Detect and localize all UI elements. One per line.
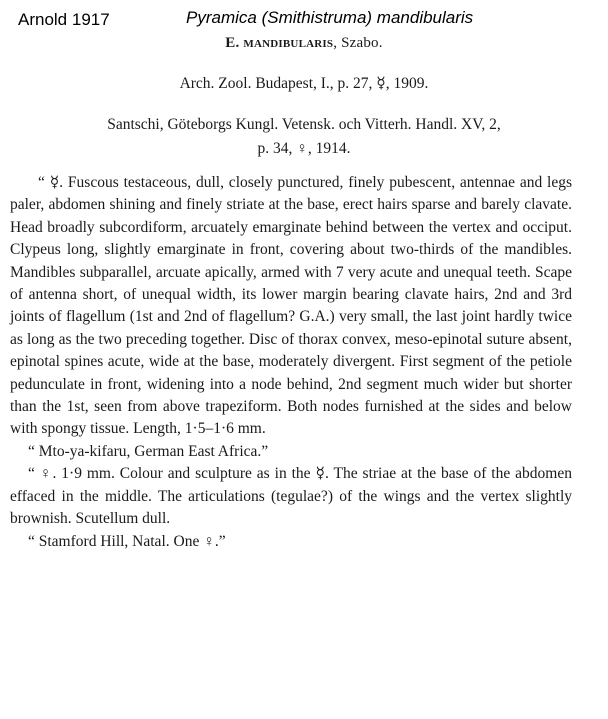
source-label: Arnold 1917 [18,10,110,29]
queen-locality: “ Stamford Hill, Natal. One ♀.” [28,532,226,550]
synonym-author: , Szabo. [333,35,383,51]
citation-santschi-line1: Santschi, Göteborgs Kungl. Vetensk. och Vitterh. Handl. XV, 2, [107,116,501,133]
synonym-line [0,35,608,52]
description-body [10,172,572,553]
citation-santschi-line2: p. 34, ♀, 1914. [257,140,351,157]
queen-description: “ ♀. 1·9 mm. Colour and sculpture as in the ☿. The striae at the base of the abdomen effaced in the middle. The articulations (tegulae?) of the wings and the vertex slightly brownish. Scutellum dull. [10,465,572,528]
worker-locality: “ Mto-ya-kifaru, German East Africa.” [28,442,269,460]
worker-description: “ ☿. Fuscous testaceous, dull, closely punctured, finely pubescent, antennae and legs paler, abdomen shining and finely striate at the base, erect hairs sparse and barely clavate. Head broadly subcordiform, arcuately emarginate behind between the vertex and occiput. Clypeus long, slightly emarginate in front, covering about two-thirds of the mandibles. Mandibles subparallel, arcuate apically, armed with 7 very acute and unequal teeth. Scape of antenna short, of unequal width, its lower margin bearing clavate hairs, 2nd and 3rd joints of flagellum (1st and 2nd of flagellum? G.A.) very small, the last joint hardly twice as long as the two preceding together. Disc of thorax convex, meso-epinotal suture absent, epinotal spines acute, wide at the base, moderately divergent. First segment of the petiole pedunculate in front, widening into a node behind, 2nd segment much wider but shorter than the 1st, seen from above trapeziform. Both nodes furnished at the sides and below with spongy tissue. Length, 1·5–1·6 mm. [10,174,572,438]
species-title: Pyramica (Smithistruma) mandibularis [186,8,474,27]
synonym-epithet: mandibularis [243,35,334,51]
citation-santschi [0,113,608,161]
synonym-genus: E. [225,35,240,51]
citation-arch-zool: Arch. Zool. Budapest, I., p. 27, ☿, 1909. [179,75,429,92]
